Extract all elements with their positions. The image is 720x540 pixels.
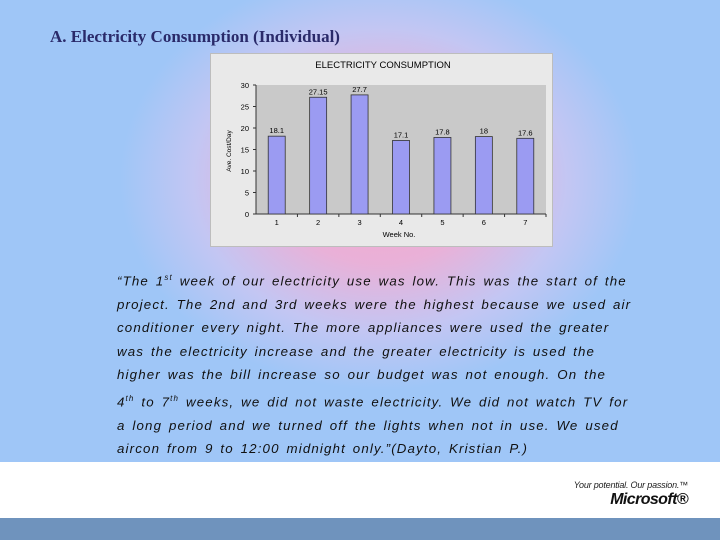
student-quote	[117, 266, 650, 461]
data-label: 27.15	[308, 87, 328, 97]
bar	[393, 140, 410, 214]
quote-line-5: higher was the bill increase so our budget was not enough. On the	[117, 367, 607, 383]
x-tick-label: 4	[398, 218, 404, 227]
y-axis-label: Ave. Cost/Day	[226, 130, 233, 172]
data-label: 18.1	[269, 126, 285, 136]
bar	[351, 95, 368, 214]
y-tick-label: 20	[240, 124, 249, 133]
bar-chart	[211, 54, 552, 246]
brand-tagline: Your potential. Our passion.™	[573, 480, 688, 490]
data-label: 17.1	[393, 130, 409, 140]
quote-line-7: a long period and we turned off the lights when not in use. We used	[117, 417, 619, 433]
bar	[475, 137, 492, 214]
bar	[517, 138, 534, 214]
bar	[268, 136, 285, 214]
data-label: 17.6	[517, 128, 533, 138]
y-tick-label: 30	[240, 81, 249, 90]
brand-block	[574, 480, 688, 509]
bar	[434, 137, 451, 214]
slide-heading: A. Electricity Consumption (Individual)	[50, 27, 340, 46]
x-tick-label: 5	[440, 218, 445, 227]
x-tick-label: 1	[274, 218, 279, 227]
quote-line-4: was the electricity increase and the greater electricity is used the	[117, 343, 596, 359]
chart-title: ELECTRICITY CONSUMPTION	[315, 60, 451, 71]
y-tick-label: 15	[240, 145, 249, 155]
microsoft-logo: Microsoft®	[610, 491, 688, 508]
quote-line-1: “The 1st week of our electricity use was low. This was the start of the	[117, 273, 627, 289]
data-label: 18	[479, 126, 489, 136]
quote-line-2: project. The 2nd and 3rd weeks were the highest because we used air	[117, 296, 632, 312]
x-tick-label: 6	[481, 218, 486, 227]
y-tick-label: 5	[244, 188, 249, 198]
x-tick-label: 2	[316, 218, 321, 227]
quote-line-8: aircon from 9 to 12:00 midnight only.”(Dayto, Kristian P.)	[117, 441, 529, 457]
x-tick-label: 3	[357, 218, 362, 227]
chart-panel	[210, 53, 553, 247]
quote-line-3: conditioner every night. The more appliances were used the greater	[117, 320, 610, 336]
footer-bar	[0, 518, 720, 540]
x-axis-label: Week No.	[382, 230, 416, 239]
data-label: 27.7	[352, 84, 367, 94]
y-tick-label: 25	[240, 102, 249, 112]
y-tick-label: 10	[240, 167, 249, 176]
x-tick-label: 7	[523, 218, 528, 227]
y-tick-label: 0	[244, 210, 249, 219]
data-label: 17.8	[435, 127, 450, 137]
bar	[310, 97, 327, 214]
quote-line-6: 4th to 7th weeks, we did not waste electricity. We did not watch TV for	[117, 393, 629, 410]
